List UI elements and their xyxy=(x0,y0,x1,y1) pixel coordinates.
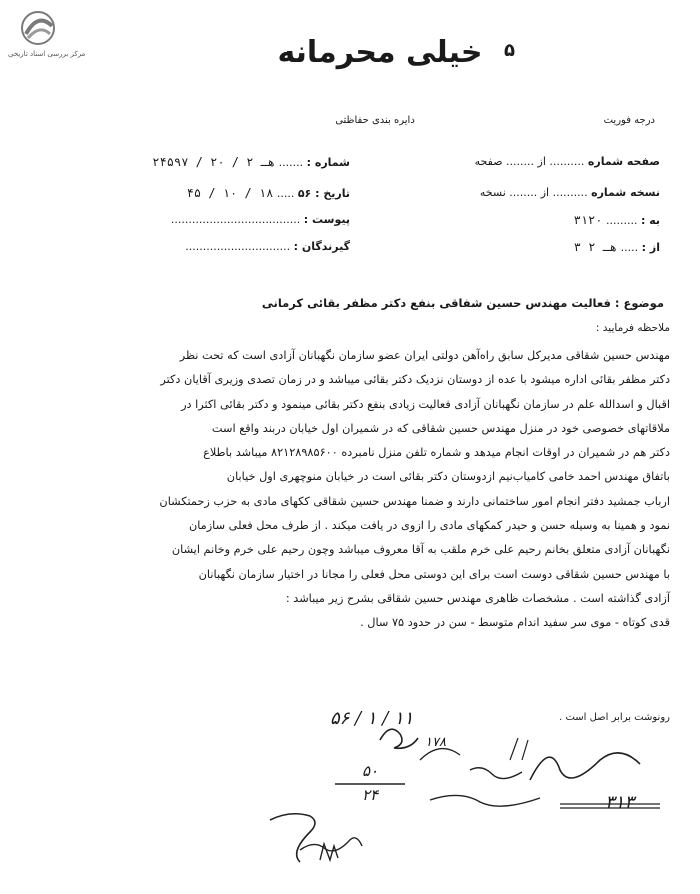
body-line: ملاقاتهای خصوصی خود در منزل مهندس حسین شقاقی که در شمیران اول خیابان دربند واقع است xyxy=(211,421,670,435)
corner-number: ۳۱۳ xyxy=(605,792,635,813)
field-number-label: شماره : xyxy=(306,156,350,169)
salutation: ملاحظه فرمایید : xyxy=(595,322,670,334)
body-line: نگهبانان آزادی متعلق بخانم رحیم علی خرم ملقب به آقا معروف میباشد وچون رحیم علی خرم وخانم ایشان xyxy=(171,543,670,557)
field-recipients: گیرندگان : .............................. xyxy=(185,240,350,253)
body-line: ارباب جمشید دفتر انجام امور ساختمانی دارند و ضمنا مهندس حسین شقاقی ککهای مادی به حزب زحمتکشان xyxy=(159,494,670,508)
field-to-value: ۳۱۲۰ xyxy=(573,213,603,227)
body-line: دکتر هم در شمیران در اوقات انجام میدهد و شماره تلفن منزل نامبرده ۸۲۱۲۸۹۸۵۶۰۰ میباشد باطلاع xyxy=(203,446,670,460)
field-attachment: پیوست : ..................................... xyxy=(170,213,350,226)
body-line: دکتر مظفر بقائی اداره میشود با عده از دوستان نزدیک دکتر بقائی میباشد و در زمان تصدی وزیری آقایان دکتر xyxy=(160,373,670,387)
field-recipients-label: گیرندگان : xyxy=(293,240,350,253)
field-from-label: از : xyxy=(641,241,660,254)
body-line: قدی کوتاه - موی سر سفید اندام متوسط - سن در حدود ۷۵ سال . xyxy=(360,616,670,630)
field-from-value: ۳ هـ ۲ xyxy=(573,240,618,254)
handwritten-number: ۱۷۸ xyxy=(425,735,446,750)
fraction-bottom: ۲۴ xyxy=(361,786,379,804)
field-page-no-value: از ........ صفحه xyxy=(474,155,546,168)
body-line: اقبال و اسدالله علم در سازمان نگهبانان آزادی فعالیت زیادی بنفع دکتر بقائی مینمود و دکتر بقائی اکثرا در xyxy=(181,397,670,411)
field-page-no-label: صفحه شماره xyxy=(587,155,660,168)
body-line: مهندس حسین شقاقی مدیرکل سابق راه‌آهن دولتی ایران عضو سازمان نگهبانان آزادی است که تحت نظر xyxy=(179,349,670,362)
field-to-label: به : xyxy=(640,214,660,227)
fraction-top: ۵۰ xyxy=(361,762,379,780)
subject-line: موضوع : فعالیت مهندس حسین شفاقی بنفع دکتر مظفر بقائی کرمانی xyxy=(261,296,664,310)
page-number: ۵ xyxy=(504,40,515,61)
form-title: خیلی محرمانه xyxy=(277,35,483,70)
field-number: شماره : ....... ۲۴۵۹۷ / ۲۰ / ۲ هـ xyxy=(152,155,350,169)
archive-name: مرکز بررسی اسناد تاریخی xyxy=(8,50,86,58)
body-line: آزادی گذاشته است . مشخصات ظاهری مهندس حسین شقاقی بشرح زیر میباشد : xyxy=(285,591,670,605)
body-line: نمود و همینا به وسیله حسن و حیدر کمکهای مادی را ازوی در یافت میکند . از طرف محل فعلی سازمان xyxy=(188,519,670,533)
field-page-no: صفحه شماره .......... از ........ صفحه xyxy=(474,155,660,168)
body-line: با مهندس حسین شقاقی دوست است برای این دوستی محل فعلی را مجانا در اختیار سازمان نگهبانان xyxy=(198,567,670,581)
letter-body xyxy=(44,344,670,636)
field-from: از : ..... ۳ هـ ۲ xyxy=(573,240,660,254)
field-date-value: ۴۵ / ۱۰ / ۱۸ xyxy=(186,186,274,200)
field-date-label: تاریخ : ۵۶ xyxy=(297,187,350,200)
field-copy-no-value: از ........ نسخه xyxy=(479,186,550,199)
field-copy-no-label: نسخه شماره xyxy=(591,186,660,199)
signature-scribbles-icon xyxy=(230,700,690,880)
body-line: باتفاق مهندس احمد خامی کامیاب‌نیم ازدوستان دکتر بقائی است در خیابان منوچهری اول خیابان xyxy=(226,470,670,484)
field-attachment-label: پیوست : xyxy=(303,213,350,226)
field-copy-no: نسخه شماره .......... از ........ نسخه xyxy=(479,186,660,199)
department-label: دایره بندی حفاظتی xyxy=(335,115,415,126)
certified-copy-note: رونوشت برابر اصل است . xyxy=(559,712,670,723)
handwritten-date: ۵۶ / ۱ / ۱۱ xyxy=(330,708,414,729)
field-to: به : ......... ۳۱۲۰ xyxy=(573,213,660,227)
priority-label: درجه فوریت xyxy=(603,115,655,126)
field-date: تاریخ : ۵۶ ..... ۴۵ / ۱۰ / ۱۸ xyxy=(186,186,350,200)
field-number-value: ۲۴۵۹۷ / ۲۰ / ۲ هـ xyxy=(152,155,276,169)
